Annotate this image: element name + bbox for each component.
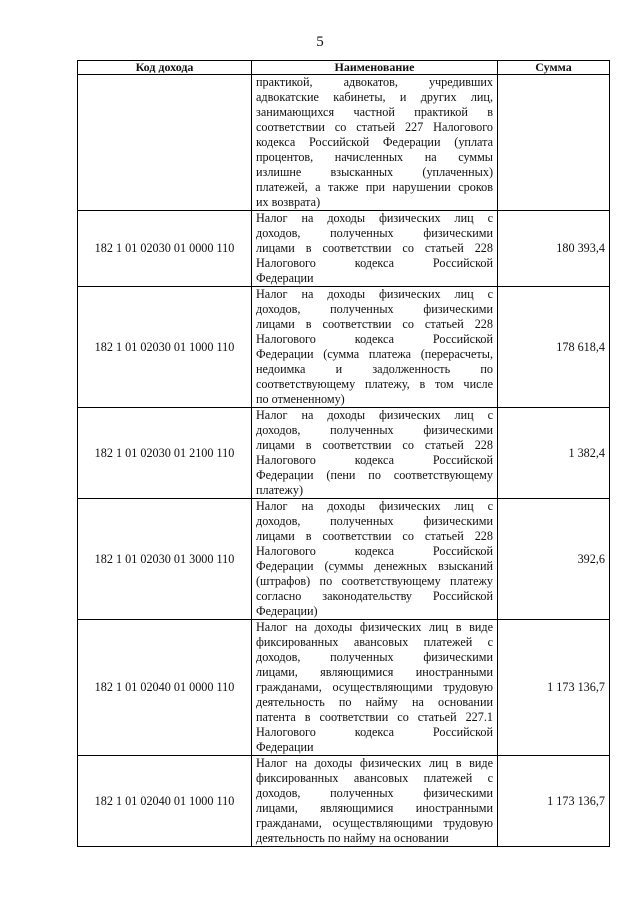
- revenue-name-line: Федерации (сумма платежа (перерасчеты,: [256, 347, 493, 361]
- revenue-name-cell: [252, 756, 498, 847]
- header-name: Наименование: [252, 61, 498, 75]
- revenue-name-line: гражданами, осуществляющими трудовую: [256, 680, 493, 694]
- revenue-name-line: Федерации (суммы денежных взысканий: [256, 559, 493, 573]
- revenue-code-cell: 182 1 01 02040 01 1000 110: [78, 756, 252, 847]
- revenue-sum-cell: [498, 75, 610, 211]
- revenue-name-line: кодекса Российской Федерации (уплата: [256, 135, 493, 149]
- revenue-name-line: (штрафов) по соответствующему платежу: [256, 574, 493, 588]
- revenue-name-line: их возврата): [256, 195, 321, 209]
- revenue-name-line: деятельность по найму на основании: [256, 831, 449, 845]
- revenue-sum-cell: 1 173 136,7: [498, 620, 610, 756]
- revenue-sum-cell: 180 393,4: [498, 211, 610, 287]
- table-row: [78, 75, 610, 211]
- revenue-name-line: занимающихся частной практикой в: [256, 105, 493, 119]
- revenue-sum-cell: 178 618,4: [498, 287, 610, 408]
- revenue-name-line: Налог на доходы физических лиц с: [256, 211, 493, 225]
- revenue-name-line: Налог на доходы физических лиц с: [256, 499, 493, 513]
- revenue-name-line: доходов, полученных физическими: [256, 423, 493, 437]
- table-row: [78, 620, 610, 756]
- revenue-sum-cell: 1 173 136,7: [498, 756, 610, 847]
- revenue-name-line: адвокатские кабинеты, и других лиц,: [256, 90, 493, 104]
- revenue-name-line: фиксированных авансовых платежей с: [256, 771, 493, 785]
- revenue-name-line: Федерации): [256, 604, 318, 618]
- revenue-name-line: патента в соответствии со статьей 227.1: [256, 710, 493, 724]
- revenue-name-line: лицами в соответствии со статьей 228: [256, 438, 493, 452]
- revenue-name-line: Федерации: [256, 740, 314, 754]
- revenue-name-line: лицами, являющимися иностранными: [256, 801, 493, 815]
- revenue-code-cell: 182 1 01 02030 01 0000 110: [78, 211, 252, 287]
- revenue-name-line: платежей, а также при нарушении сроков: [256, 180, 493, 194]
- revenue-name-line: доходов, полученных физическими: [256, 226, 493, 240]
- revenue-table: [77, 60, 610, 847]
- revenue-name-line: процентов, начисленных на суммы: [256, 150, 493, 164]
- revenue-name-cell: [252, 620, 498, 756]
- revenue-name-line: Налог на доходы физических лиц в виде: [256, 620, 493, 634]
- revenue-name-line: соответствующему платежу, в том числе: [256, 377, 493, 391]
- revenue-code-cell: 182 1 01 02030 01 3000 110: [78, 499, 252, 620]
- table-row: [78, 287, 610, 408]
- revenue-name-cell: [252, 408, 498, 499]
- revenue-name-line: недоимка и задолженность по: [256, 362, 493, 376]
- page-number: 5: [316, 34, 324, 50]
- revenue-sum-cell: 392,6: [498, 499, 610, 620]
- revenue-name-line: доходов, полученных физическими: [256, 650, 493, 664]
- revenue-name-line: Федерации (пени по соответствующему: [256, 468, 493, 482]
- revenue-name-line: гражданами, осуществляющими трудовую: [256, 816, 493, 830]
- revenue-code-cell: 182 1 01 02040 01 0000 110: [78, 620, 252, 756]
- revenue-name-line: лицами в соответствии со статьей 228: [256, 529, 493, 543]
- revenue-name-line: Налогового кодекса Российской: [256, 256, 493, 270]
- revenue-name-line: Налог на доходы физических лиц с: [256, 408, 493, 422]
- revenue-name-line: платежу): [256, 483, 304, 497]
- header-code: Код дохода: [78, 61, 252, 75]
- revenue-name-line: деятельность по найму на основании: [256, 695, 493, 709]
- revenue-name-line: соответствии со статьей 227 Налогового: [256, 120, 493, 134]
- table-body: [78, 75, 610, 847]
- revenue-name-line: излишне взысканных (уплаченных): [256, 165, 493, 179]
- revenue-name-line: доходов, полученных физическими: [256, 786, 493, 800]
- revenue-sum-cell: 1 382,4: [498, 408, 610, 499]
- revenue-code-cell: 182 1 01 02030 01 1000 110: [78, 287, 252, 408]
- revenue-name-cell: [252, 499, 498, 620]
- table-row: [78, 756, 610, 847]
- revenue-name-line: Налог на доходы физических лиц с: [256, 287, 493, 301]
- revenue-name-line: Налогового кодекса Российской: [256, 544, 493, 558]
- table-header-row: [78, 61, 610, 75]
- revenue-name-line: Налогового кодекса Российской: [256, 332, 493, 346]
- revenue-name-line: лицами, являющимися иностранными: [256, 665, 493, 679]
- revenue-name-line: практикой, адвокатов, учредивших: [256, 75, 493, 89]
- table-row: [78, 499, 610, 620]
- revenue-name-line: Налогового кодекса Российской: [256, 453, 493, 467]
- header-sum: Сумма: [498, 61, 610, 75]
- revenue-name-line: Налогового кодекса Российской: [256, 725, 493, 739]
- revenue-code-cell: 182 1 01 02030 01 2100 110: [78, 408, 252, 499]
- revenue-code-cell: [78, 75, 252, 211]
- table-row: [78, 408, 610, 499]
- revenue-name-line: согласно законодательству Российской: [256, 589, 493, 603]
- revenue-name-line: Федерации: [256, 271, 314, 285]
- revenue-name-cell: [252, 75, 498, 211]
- revenue-name-line: доходов, полученных физическими: [256, 514, 493, 528]
- revenue-name-line: по отмененному): [256, 392, 345, 406]
- revenue-name-line: лицами в соответствии со статьей 228: [256, 317, 493, 331]
- revenue-name-line: лицами в соответствии со статьей 228: [256, 241, 493, 255]
- revenue-name-line: доходов, полученных физическими: [256, 302, 493, 316]
- revenue-name-cell: [252, 211, 498, 287]
- table-row: [78, 211, 610, 287]
- revenue-name-cell: [252, 287, 498, 408]
- revenue-name-line: Налог на доходы физических лиц в виде: [256, 756, 493, 770]
- revenue-name-line: фиксированных авансовых платежей с: [256, 635, 493, 649]
